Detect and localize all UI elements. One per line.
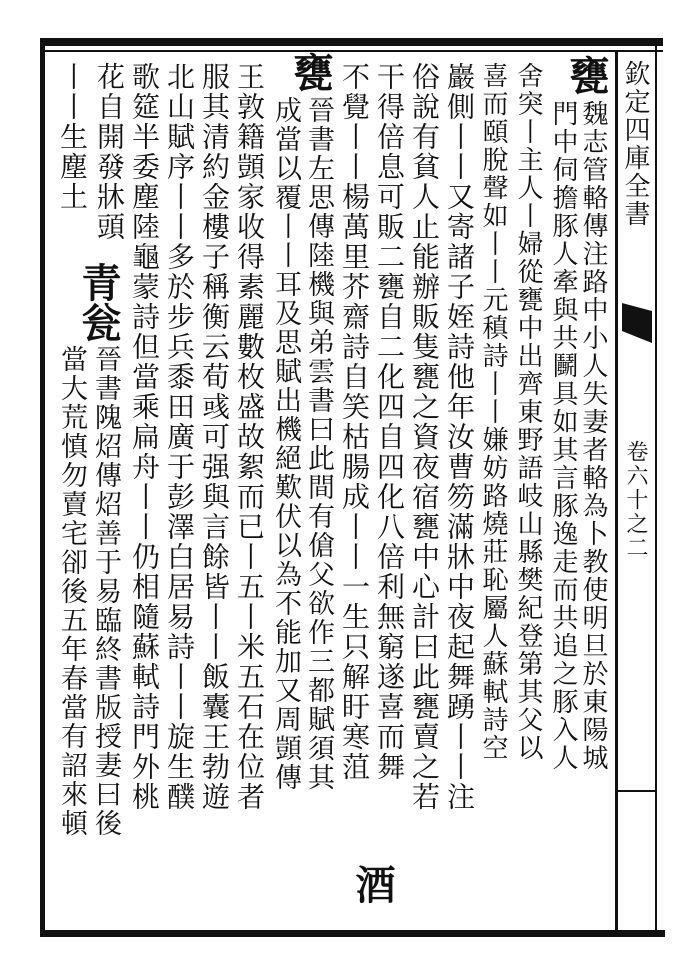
- page-frame-left: [40, 38, 45, 937]
- page-frame-top-inner: [45, 50, 663, 52]
- text-column-10: 成當以覆丨丨耳及思賦出機絕歎伏以為不能加又周顗傳: [270, 96, 301, 792]
- text-column-6: 俗說有貧人止能辦販隻甕之資夜宿甕中心計曰此甕賣之若: [408, 62, 441, 812]
- fishtail-mark: [622, 303, 652, 343]
- margin-volume: 卷六十之二: [623, 440, 648, 560]
- text-column-12: 服其清約金樓子稱衡云荀彧可强與言餘皆丨丨飯囊王勃遊: [198, 62, 231, 812]
- headword-weng-1: 甕: [563, 55, 610, 95]
- text-column-1: 魏志管輅傳注路中小人失妻者輅為卜教使明旦於東陽城: [578, 100, 608, 772]
- text-column-13: 北山賦序丨丨多於步兵黍田廣于彭澤白居易詩丨丨旋生醭: [163, 62, 196, 812]
- text-column-9: 晉書左思傳陸機與弟雲書曰此間有傖父欲作三都賦須其: [303, 96, 334, 792]
- text-column-15b: 晉書隗炤傳炤善于易臨終書版授妻曰後: [90, 345, 121, 838]
- page-frame-right: [655, 38, 657, 937]
- text-column-16: 丨丨生塵土: [56, 62, 89, 212]
- text-column-7: 干得倍息可販二甕自二化四自四化八倍利無窮遂喜而舞: [373, 62, 406, 782]
- text-column-14: 歌筵半委塵陸龜蒙詩但當乘扁舟丨丨仍相隨蘇軾詩門外桃: [128, 62, 161, 812]
- text-column-4: 喜而頤脫聲如丨丨元稹詩丨丨嫌妨路燒莊恥屬人蘇軾詩空: [478, 62, 508, 762]
- text-column-16b: 當大荒慎勿賣宅卻後五年春當有詔來頓: [56, 345, 87, 838]
- margin-tick: [615, 790, 655, 792]
- text-column-15: 花自開發牀頭: [93, 62, 126, 242]
- page-frame-top: [45, 38, 663, 46]
- text-column-2: 門中伺擔豚人牽與共鬭具如其言豚逸走而共追之豚入人: [548, 100, 578, 772]
- margin-rule: [615, 52, 618, 930]
- margin-title: 欽定四庫全書: [620, 60, 650, 228]
- text-column-11: 王敦籍顗家收得素麗數枚盛故絮而已丨五丨米五石在位者: [233, 62, 266, 812]
- headword-qingweng: 青瓮: [75, 262, 122, 342]
- text-column-8: 不覺丨丨楊萬里芥齋詩自笑枯腸成丨丨一生只解盱寒菹: [338, 62, 371, 782]
- headword-jiu: 酒: [349, 864, 396, 904]
- text-column-3: 舍突丨主人丨婦從甕中出齊東野語岐山縣樊紀登第其父以: [513, 62, 543, 762]
- page-frame-bottom: [40, 930, 665, 937]
- text-column-5: 巖側丨丨又寄諸子姪詩他年汝曹笏滿牀中夜起舞踴丨丨注: [443, 62, 476, 812]
- headword-weng-2: 甕: [287, 52, 334, 92]
